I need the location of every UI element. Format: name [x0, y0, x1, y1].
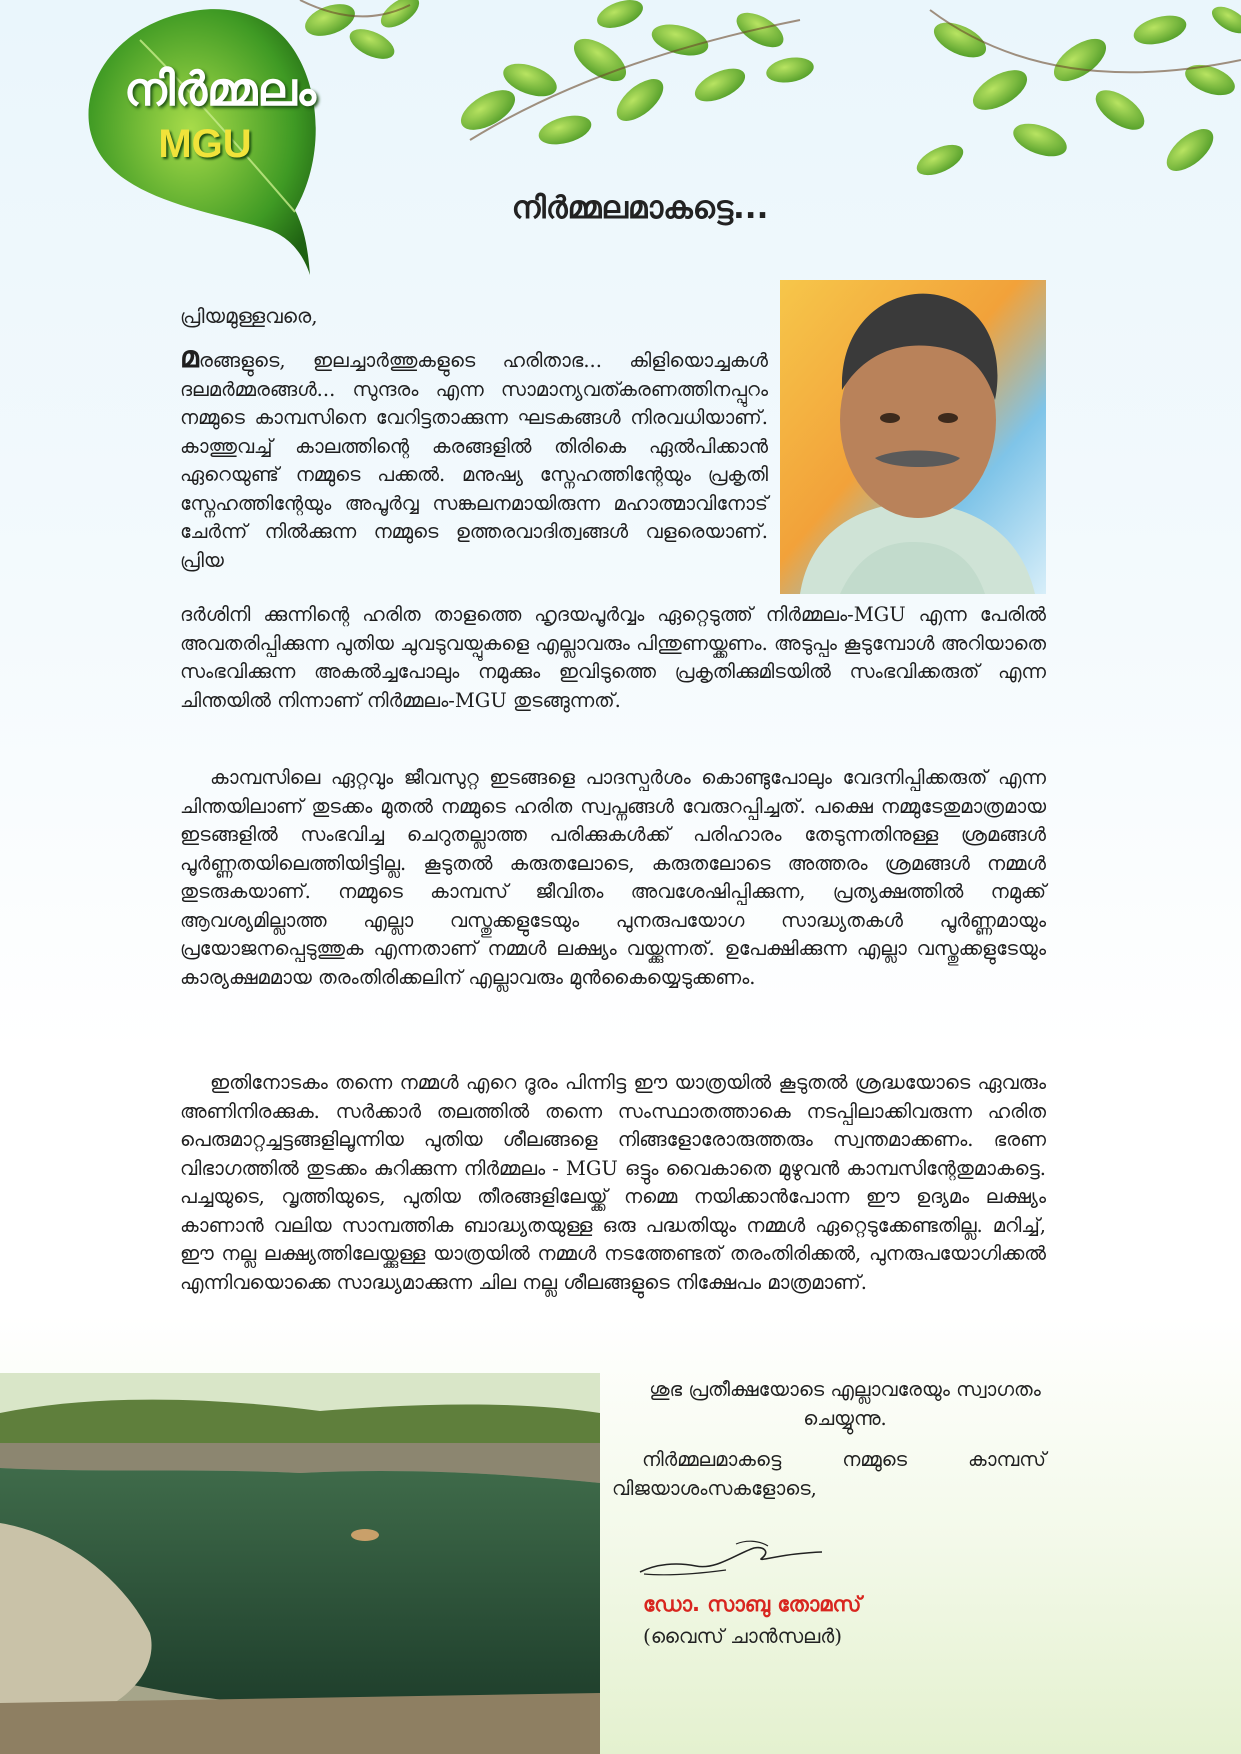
- salutation: പ്രിയമുള്ളവരെ,: [180, 304, 318, 328]
- logo-subtitle: MGU: [158, 122, 252, 166]
- pond-photo: [0, 1373, 600, 1754]
- closing-greeting: നിർമ്മലമാകട്ടെ നമ്മുടെ കാമ്പസ് വിജയാശംസകളോടെ,: [612, 1448, 1046, 1500]
- paragraph-1-top: [180, 340, 768, 575]
- closing-wish: ശുഭ പ്രതീക്ഷയോടെ എല്ലാവരേയും സ്വാഗതം ചെയ്യുന്നു.: [649, 1378, 1041, 1430]
- signer-designation: (വൈസ് ചാൻസലർ): [643, 1624, 843, 1648]
- logo-title: നിർമ്മലം: [124, 62, 316, 116]
- paragraph-3: ഇതിനോടകം തന്നെ നമ്മൾ എറെ ദൂരം പിന്നിട്ട ഈ യാത്രയിൽ കൂടുതൽ ശ്രദ്ധയോടെ ഏവരും അണിനിരക്കുക. സർക്കാർ തലത്തിൽ തന്നെ സംസ്ഥാതത്താകെ നടപ്പിലാക്കിവരുന്ന ഹരിത പെരുമാറ്റച്ചട്ടങ്ങളിലൂന്നിയ പുതിയ ശീലങ്ങളെ നിങ്ങളോരോരുത്തരും സ്വന്തമാക്കണം. ഭരണ വിഭാഗത്തിൽ തുടക്കം കുറിക്കുന്ന നിർമ്മലം - MGU ഒട്ടും വൈകാതെ മുഴുവൻ കാമ്പസിന്റേതുമാകട്ടെ. പച്ചയുടെ, വൃത്തിയുടെ, പുതിയ തീരങ്ങളിലേയ്ക്ക് നമ്മെ നയിക്കാൻപോന്ന ഈ ഉദ്യമം ലക്ഷ്യം കാണാൻ വലിയ സാമ്പത്തിക ബാദ്ധ്യതയുള്ള ഒരു പദ്ധതിയും നമ്മൾ ഏറ്റെടുക്കേണ്ടതില്ല. മറിച്ച്, ഈ നല്ല ലക്ഷ്യത്തിലേയ്ക്കുള്ള യാത്രയിൽ നമ്മൾ നടത്തേണ്ടത് തരംതിരിക്കൽ, പുനരുപയോഗിക്കൽ എന്നിവയൊക്കെ സാദ്ധ്യമാക്കുന്ന ചില നല്ല ശീലങ്ങളുടെ നിക്ഷേപം മാത്രമാണ്.: [180, 1071, 1046, 1294]
- paragraph-2: കാമ്പസിലെ ഏറ്റവും ജീവസുറ്റ ഇടങ്ങളെ പാദസ്പർശം കൊണ്ടുപോലും വേദനിപ്പിക്കരുത് എന്ന ചിന്തയിലാണ് തുടക്കം മുതൽ നമ്മുടെ ഹരിത സ്വപ്നങ്ങൾ വേരുറപ്പിച്ചത്. പക്ഷെ നമ്മുടേതുമാത്രമായ ഇടങ്ങളിൽ സംഭവിച്ച ചെറുതല്ലാത്ത പരിക്കുകൾക്ക് പരിഹാരം തേടുന്നതിനുള്ള ശ്രമങ്ങൾ പൂർണ്ണതയിലെത്തിയിട്ടില്ല. കൂടുതൽ കരുതലോടെ, കരുതലോടെ അത്തരം ശ്രമങ്ങൾ നമ്മൾ തുടരുകയാണ്. നമ്മുടെ കാമ്പസ് ജീവിതം അവശേഷിപ്പിക്കുന്ന, പ്രത്യക്ഷത്തിൽ നമുക്ക് ആവശ്യമില്ലാത്ത എല്ലാ വസ്തുക്കളുടേയും പുനരുപയോഗ സാദ്ധ്യതകൾ പൂർണ്ണമായും പ്രയോജനപ്പെടുത്തുക എന്നതാണ് നമ്മൾ ലക്ഷ്യം വയ്ക്കുന്നത്. ഉപേക്ഷിക്കുന്ന എല്ലാ വസ്തുക്കളുടേയും കാര്യക്ഷമമായ തരംതിരിക്കലിന് എല്ലാവരും മുൻകൈയ്യെടുക്കണം.: [180, 766, 1046, 989]
- signer-name: ഡോ. സാബു തോമസ്: [643, 1592, 862, 1616]
- dropcap: മ: [180, 340, 199, 375]
- signature-mark: [636, 1536, 826, 1582]
- portrait-photo: [780, 280, 1046, 594]
- paragraph-1-bottom: ദർശിനി ക്കുന്നിന്റെ ഹരിത താളത്തെ ഹൃദയപൂർവ്വം ഏറ്റെടുത്ത് നിർമ്മലം-MGU എന്ന പേരിൽ അവതരിപ്പിക്കുന്ന പുതിയ ചുവടുവയ്പുകളെ എല്ലാവരും പിന്തുണയ്ക്കണം. അടുപ്പം കൂടുമ്പോൾ അറിയാതെ സംഭവിക്കുന്ന അകൽച്ചപോലും നമുക്കും ഇവിടുത്തെ പ്രകൃതിക്കുമിടയിൽ സംഭവിക്കരുത് എന്ന ചിന്തയിൽ നിന്നാണ് നിർമ്മലം-MGU തുടങ്ങുന്നത്.: [180, 603, 1046, 712]
- page-heading: നിർമ്മലമാകട്ടെ...: [511, 190, 769, 226]
- paragraph-1-top-text: രങ്ങളുടെ, ഇലച്ചാർത്തുകളുടെ ഹരിതാഭ... കിളിയൊച്ചകൾ ദലമർമ്മരങ്ങൾ... സുന്ദരം എന്ന സാമാന്യവത്കരണത്തിനപ്പുറം നമ്മുടെ കാമ്പസിനെ വേറിട്ടതാക്കുന്ന ഘടകങ്ങൾ നിരവധിയാണ്. കാത്തുവച്ച് കാലത്തിന്റെ കരങ്ങളിൽ തിരികെ ഏൽപിക്കാൻ ഏറെയുണ്ട് നമ്മുടെ പക്കൽ. മനുഷ്യ സ്നേഹത്തിന്റേയും പ്രകൃതി സ്നേഹത്തിന്റേയും അപൂർവ്വ സങ്കലനമായിരുന്ന മഹാത്മാവിനോട് ചേർന്ന് നിൽക്കുന്ന നമ്മുടെ ഉത്തരവാദിത്വങ്ങൾ വളരെയാണ്. പ്രിയ: [180, 349, 768, 572]
